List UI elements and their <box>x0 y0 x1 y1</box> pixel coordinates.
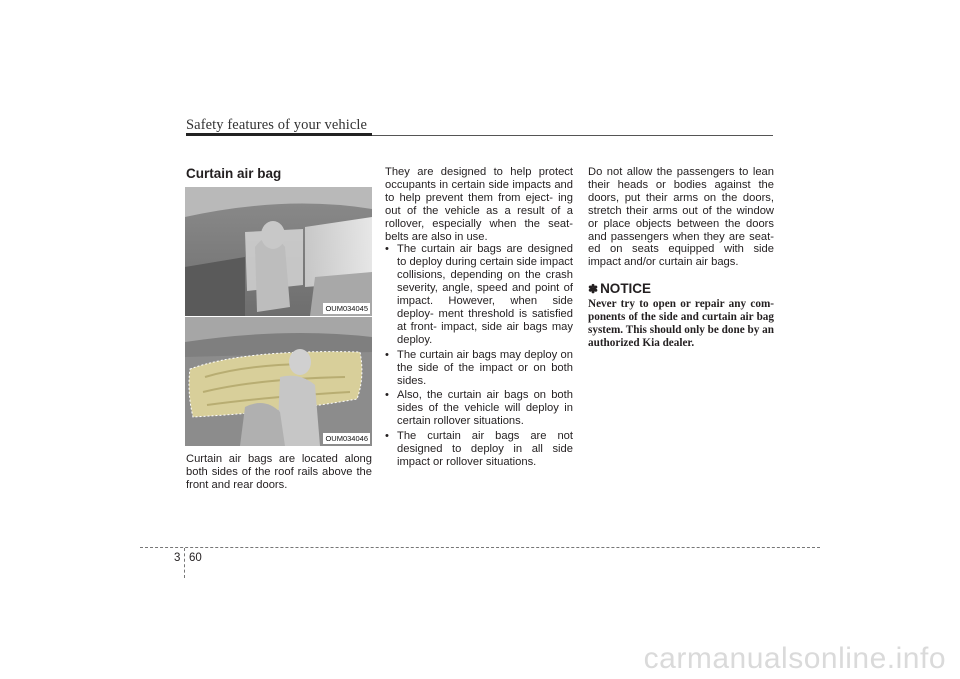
header-rule <box>372 135 773 136</box>
notice-text: Never try to open or repair any com- ponents of the side and curtain air bag system. This should only be done by an authorized Kia dealer. <box>588 298 774 349</box>
page-number: 60 <box>189 552 202 564</box>
figure-code: OUM034045 <box>325 304 368 313</box>
figure-airbag-illustration <box>185 317 372 446</box>
chapter-number: 3 <box>174 552 181 564</box>
notice-icon: ✽ <box>588 282 599 297</box>
column-3 <box>588 166 774 350</box>
footer-divider <box>184 548 185 578</box>
footer-rule <box>140 547 820 548</box>
list-item: • The curtain air bags are designed to deploy during certain side impact collisions, depending on the crash severity, angle, speed and point of impact. However, when side deploy- ment threshold is satisfied at front- impact, side air bags may deploy. <box>385 243 573 346</box>
notice-heading: ✽ NOTICE <box>588 281 652 297</box>
curtain-airbag-location-text: Curtain air bags are located along both sides of the roof rails above the front and rear doors. <box>186 453 372 491</box>
column-2 <box>385 166 573 471</box>
page-header-title: Safety features of your vehicle <box>186 117 368 133</box>
figure-interior-photo <box>185 187 372 316</box>
header-bar <box>186 133 372 136</box>
bullet-list <box>385 243 573 468</box>
list-item: • Also, the curtain air bags on both sides of the vehicle will deploy in certain rollover situations. <box>385 389 573 428</box>
warning-paragraph: Do not allow the passengers to lean their heads or bodies against the doors, put their arms on the doors, stretch their arms out of the window or place objects between the doors and passengers when they are seat- ed on seats equipped with side impact and/or curtain air bags. <box>588 166 774 269</box>
section-heading: Curtain air bag <box>186 166 282 181</box>
list-item: • The curtain air bags may deploy on the side of the impact or on both sides. <box>385 348 573 387</box>
car-interior-illustration <box>185 187 372 316</box>
watermark: carmanualsonline.info <box>643 642 946 675</box>
figure-code: OUM034046 <box>325 434 368 443</box>
curtain-airbag-illustration <box>185 317 372 446</box>
intro-paragraph: They are designed to help protect occupants in certain side impacts and to help prevent them from eject- ing out of the vehicle as a result of a rollover, especially when the seat- belts are also in use. <box>385 166 573 243</box>
list-item: • The curtain air bags are not designed to deploy in all side impact or rollover situations. <box>385 430 573 468</box>
